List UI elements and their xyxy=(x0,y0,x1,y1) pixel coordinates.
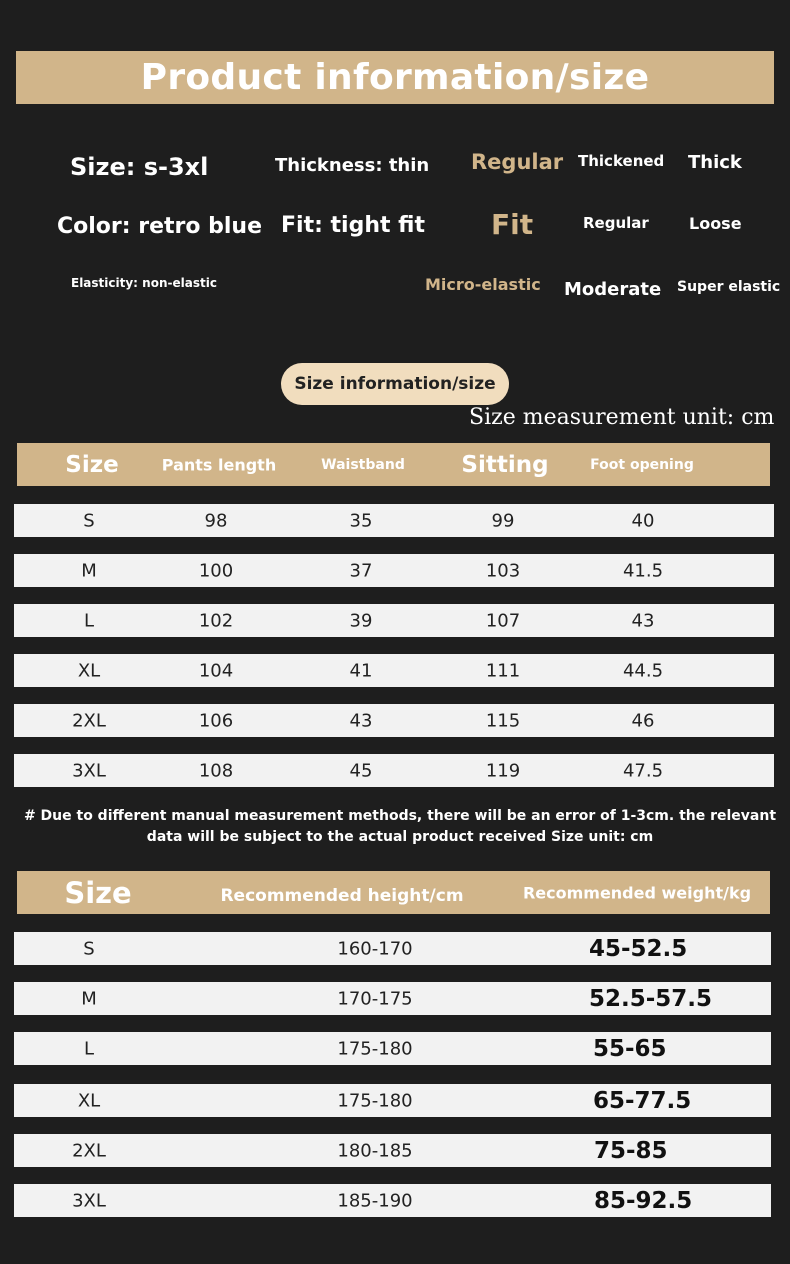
row-foot-opening: 44.5 xyxy=(622,660,664,681)
row-sitting: 103 xyxy=(485,560,521,581)
title-banner xyxy=(16,51,774,104)
rec-row-height: 175-180 xyxy=(337,1090,413,1111)
unit-note: Size measurement unit: cm xyxy=(469,405,775,430)
page-title: Product information/size xyxy=(140,57,650,98)
rec-table-header xyxy=(17,871,770,914)
table-row xyxy=(14,1184,771,1217)
header-foot-opening: Foot opening xyxy=(590,456,694,473)
elasticity-value: Elasticity: non-elastic xyxy=(71,276,217,290)
rec-header-weight: Recommended weight/kg xyxy=(522,883,752,902)
row-waistband: 45 xyxy=(349,760,373,781)
row-waistband: 35 xyxy=(349,510,373,531)
table-row xyxy=(14,554,774,587)
table-row xyxy=(14,704,774,737)
size-info-label: Size information/size xyxy=(294,374,496,394)
table-row xyxy=(14,1032,771,1065)
thickness-option-thickened: Thickened xyxy=(578,152,665,170)
header-waistband: Waistband xyxy=(321,456,405,473)
table-row xyxy=(14,932,771,965)
table-row xyxy=(14,654,774,687)
rec-row-size: 3XL xyxy=(72,1190,106,1211)
row-foot-opening: 40 xyxy=(631,510,655,531)
note-line-2: data will be subject to the actual product received Size unit: cm xyxy=(146,829,654,845)
row-waistband: 39 xyxy=(349,610,373,631)
row-sitting: 111 xyxy=(485,660,521,681)
row-sitting: 119 xyxy=(485,760,521,781)
row-size: L xyxy=(83,610,95,631)
table-row xyxy=(14,1084,771,1117)
table-row xyxy=(14,754,774,787)
row-pants-length: 100 xyxy=(198,560,234,581)
row-size: 3XL xyxy=(72,760,106,781)
rec-row-weight: 65-77.5 xyxy=(593,1087,692,1114)
thickness-value: Thickness: thin xyxy=(275,155,430,176)
rec-row-height: 185-190 xyxy=(337,1190,413,1211)
row-foot-opening: 41.5 xyxy=(622,560,664,581)
fit-label: Fit xyxy=(491,208,534,241)
rec-row-size: S xyxy=(83,938,95,959)
row-size: XL xyxy=(77,660,101,681)
row-foot-opening: 46 xyxy=(631,710,655,731)
table-row xyxy=(14,982,771,1015)
rec-row-weight: 55-65 xyxy=(593,1035,667,1062)
note-line-1: # Due to different manual measurement methods, there will be an error of 1-3cm. the relevant xyxy=(23,808,777,824)
row-sitting: 107 xyxy=(485,610,521,631)
rec-row-weight: 52.5-57.5 xyxy=(589,985,713,1012)
row-waistband: 43 xyxy=(349,710,373,731)
row-sitting: 99 xyxy=(491,510,515,531)
row-pants-length: 104 xyxy=(198,660,234,681)
header-pants-length: Pants length xyxy=(161,455,277,474)
rec-row-height: 160-170 xyxy=(337,938,413,959)
table-row xyxy=(14,1134,771,1167)
row-pants-length: 108 xyxy=(198,760,234,781)
size-range: Size: s-3xl xyxy=(70,153,209,181)
row-size: M xyxy=(81,560,97,581)
row-waistband: 37 xyxy=(349,560,373,581)
rec-row-height: 175-180 xyxy=(337,1038,413,1059)
fit-option-loose: Loose xyxy=(689,214,742,233)
size-table-header xyxy=(17,443,770,486)
row-waistband: 41 xyxy=(349,660,373,681)
rec-row-size: 2XL xyxy=(72,1140,106,1161)
rec-row-weight: 45-52.5 xyxy=(589,935,688,962)
table-row xyxy=(14,504,774,537)
rec-row-weight: 75-85 xyxy=(594,1137,668,1164)
thickness-option-thick: Thick xyxy=(688,152,742,173)
fit-value: Fit: tight fit xyxy=(281,213,426,238)
rec-row-weight: 85-92.5 xyxy=(594,1187,693,1214)
row-foot-opening: 43 xyxy=(631,610,655,631)
rec-row-size: M xyxy=(81,988,97,1009)
row-pants-length: 102 xyxy=(198,610,234,631)
elastic-option-super: Super elastic xyxy=(677,279,781,295)
elastic-option-micro: Micro-elastic xyxy=(425,275,541,294)
elastic-option-moderate: Moderate xyxy=(564,279,662,300)
row-pants-length: 106 xyxy=(198,710,234,731)
rec-row-size: L xyxy=(83,1038,95,1059)
table-row xyxy=(14,604,774,637)
thickness-option-regular: Regular xyxy=(471,150,564,174)
row-size: S xyxy=(83,510,95,531)
row-pants-length: 98 xyxy=(204,510,228,531)
rec-row-height: 170-175 xyxy=(337,988,413,1009)
color-value: Color: retro blue xyxy=(57,214,263,239)
header-sitting: Sitting xyxy=(461,451,549,478)
size-info-pill xyxy=(281,363,509,405)
measurement-note xyxy=(0,806,790,848)
rec-row-size: XL xyxy=(77,1090,101,1111)
row-sitting: 115 xyxy=(485,710,521,731)
rec-header-height: Recommended height/cm xyxy=(220,885,464,906)
header-size: Size xyxy=(65,451,119,478)
fit-option-regular: Regular xyxy=(583,214,649,232)
rec-header-size: Size xyxy=(64,875,132,910)
rec-row-height: 180-185 xyxy=(337,1140,413,1161)
row-size: 2XL xyxy=(72,710,106,731)
row-foot-opening: 47.5 xyxy=(622,760,664,781)
